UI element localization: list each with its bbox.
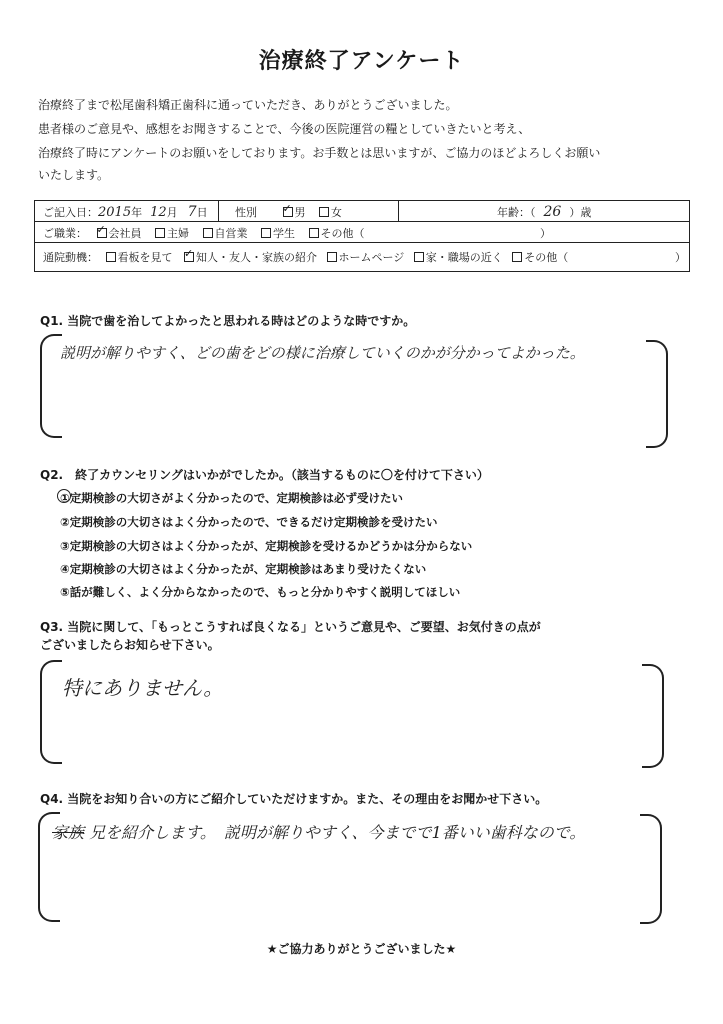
motive-homepage-checkbox[interactable] (327, 252, 337, 262)
occupation-student-checkbox[interactable] (261, 228, 271, 238)
gender-field (235, 204, 342, 220)
gender-male-label: 男 (294, 206, 306, 219)
page-title: 治療終了アンケート (258, 49, 465, 74)
intro-line-4: いたします。 (38, 168, 110, 182)
intro-line-2: 患者様のご意見や、感想をお聞きすることで、今後の医院運営の糧としていきたいと考え、 (38, 122, 531, 136)
intro-line-1: 治療終了まで松尾歯科矯正歯科に通っていただき、ありがとうございました。 (38, 98, 458, 112)
occupation-selfemployed-checkbox[interactable] (203, 228, 213, 238)
occupation-option-label: 学生 (273, 227, 295, 240)
motive-option-label: 家・職場の近く (425, 251, 503, 264)
occupation-housewife-checkbox[interactable] (155, 228, 165, 238)
motive-label: 通院動機： (43, 251, 98, 264)
selected-circle-mark (57, 489, 71, 503)
motive-field (43, 249, 568, 265)
q3-bracket-left (40, 660, 62, 764)
gender-female-label: 女 (331, 206, 342, 219)
q1-question: Q1. 当院で歯を治してよかったと思われる時はどのような時ですか。 (40, 314, 416, 328)
occupation-option-label: 会社員 (108, 227, 142, 240)
row-motive (35, 243, 689, 271)
q3-bracket-right (642, 664, 664, 768)
motive-close: ） (675, 251, 686, 264)
q2-option-label: ①定期検診の大切さがよく分かったので、定期検診は必ず受けたい (60, 491, 404, 505)
motive-option-label: 知人・友人・家族の紹介 (196, 251, 317, 264)
day-unit: 日 (196, 206, 208, 219)
q2-option-5[interactable]: ⑤話が難しく、よく分からなかったので、もっと分かりやすく説明してほしい (60, 585, 461, 599)
age-field[interactable] (497, 204, 591, 220)
year-unit: 年 (131, 206, 143, 219)
q2-option-1[interactable] (60, 490, 403, 506)
footer-thanks: ★ご協力ありがとうございました★ (266, 942, 457, 956)
gender-label: 性別 (235, 206, 257, 219)
q2-option-4[interactable]: ④定期検診の大切さはよく分かったが、定期検診はあまり受けたくない (60, 562, 427, 576)
q1-bracket-right (646, 340, 668, 448)
age-label: 年齢：（ (497, 206, 536, 219)
motive-option-label: ホームページ (338, 251, 405, 264)
q2-option-3[interactable]: ③定期検診の大切さはよく分かったが、定期検診を受けるかどうかは分からない (60, 539, 473, 553)
date-label: ご記入日： (43, 206, 98, 219)
gender-female-checkbox[interactable] (319, 207, 329, 217)
month-unit: 月 (166, 206, 178, 219)
q3-question-line-1: Q3. 当院に関して、「もっとこうすれば良くなる」というご意見や、ご要望、お気付きの点が (40, 620, 541, 634)
age-suffix: ）歳 (569, 206, 592, 219)
q3-question-line-2: ございましたらお知らせ下さい。 (40, 638, 220, 652)
occupation-company-checkbox[interactable] (97, 228, 107, 238)
row-occupation (35, 222, 689, 243)
motive-sign-checkbox[interactable] (106, 252, 116, 262)
q4-bracket-right (640, 814, 662, 924)
occupation-option-label: 主婦 (167, 227, 189, 240)
q2-question: Q2. 終了カウンセリングはいかがでしたか。（該当するものに〇を付けて下さい） (40, 468, 489, 482)
occupation-label: ご職業： (43, 227, 87, 240)
motive-option-label: その他（ (524, 251, 569, 264)
row-date-gender-age (35, 201, 689, 222)
q4-answer-struck: 家族 (52, 823, 85, 842)
q4-answer-text: 兄を紹介します。 説明が解りやすく、今までで1番いい歯科なので。 (89, 823, 586, 842)
q1-bracket-left (40, 334, 62, 438)
occupation-close: ） (540, 227, 551, 240)
occupation-other-checkbox[interactable] (309, 228, 319, 238)
patient-info-table (34, 200, 690, 272)
date-day: 7 (187, 204, 197, 220)
motive-nearby-checkbox[interactable] (414, 252, 424, 262)
date-month: 12 (150, 205, 167, 220)
occupation-option-label: 自営業 (214, 227, 248, 240)
date-field[interactable] (43, 204, 208, 220)
age-value: 26 (543, 204, 562, 220)
occupation-field (43, 225, 365, 241)
motive-referral-checkbox[interactable] (184, 252, 194, 262)
q4-answer[interactable] (52, 820, 585, 843)
motive-option-label: 看板を見て (117, 251, 173, 264)
occupation-option-label: その他（ (320, 227, 365, 240)
q1-answer[interactable]: 説明が解りやすく、どの歯をどの様に治療していくのかが分かってよかった。 (60, 344, 585, 362)
date-year: 2015 (98, 205, 132, 220)
q3-answer[interactable]: 特にありません。 (62, 676, 224, 700)
gender-male-checkbox[interactable] (283, 207, 293, 217)
motive-other-checkbox[interactable] (512, 252, 522, 262)
intro-line-3: 治療終了時にアンケートのお願いをしております。お手数とは思いますが、ご協力のほどよろしくお願い (38, 146, 601, 160)
q4-question: Q4. 当院をお知り合いの方にご紹介していただけますか。また、その理由をお聞かせ下さい。 (40, 792, 548, 806)
q2-option-2[interactable]: ②定期検診の大切さはよく分かったので、できるだけ定期検診を受けたい (60, 515, 438, 529)
